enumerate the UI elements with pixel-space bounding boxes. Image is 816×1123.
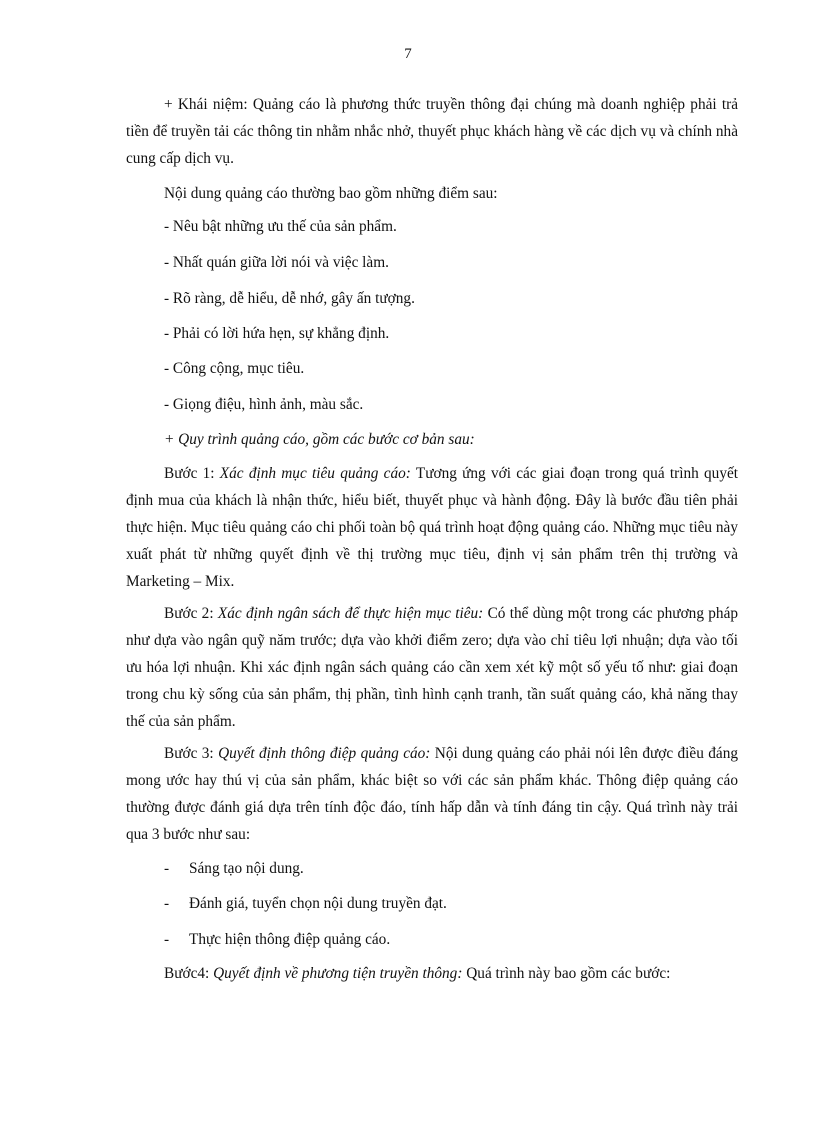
step-3-body: Nội dung quảng cáo phải nói lên được điều đáng mong ước hay thú vị của sản phẩm, khác biệt so với các sản phẩm khác. Thông điệp quảng cáo thường được đánh giá dựa trên tính độc đáo, tính hấp dẫn và tính đáng tin cậy. Quá trình này trải qua 3 bước như sau: [126, 745, 739, 843]
step-1-prefix: Bước 1: [164, 465, 220, 482]
step-3-title: Quyết định thông điệp quảng cáo: [218, 745, 431, 762]
sub-step-item [164, 859, 304, 879]
step-4-paragraph [164, 964, 670, 984]
bullet-item: - Công cộng, mục tiêu. [164, 360, 305, 377]
step-1-title: Xác định mục tiêu quảng cáo: [219, 465, 411, 482]
step-2-body: Có thể dùng một trong các phương pháp như dựa vào ngân quỹ năm trước; dựa vào khởi điểm zero; dựa vào chỉ tiêu lợi nhuận; dựa vào tối ưu hóa lợi nhuận. Khi xác định ngân sách quảng cáo cần xem xét kỹ một số yếu tố như: giai đoạn trong chu kỳ sống của sản phẩm, thị phần, tình hình cạnh tranh, tần suất quảng cáo, khả năng thay thế của sản phẩm. [126, 605, 739, 730]
step-4-prefix: Bước4: [164, 965, 214, 982]
step-2-paragraph [126, 600, 738, 735]
page-number: 7 [404, 46, 412, 62]
bullet-item: - Phải có lời hứa hẹn, sự khẳng định. [164, 325, 390, 342]
sub-step-text: Thực hiện thông điệp quảng cáo. [189, 931, 391, 948]
dash-mark: - [164, 931, 170, 948]
dash-mark: - [164, 895, 170, 912]
step-3-paragraph [126, 740, 738, 848]
sub-step-item [164, 930, 390, 950]
bullet-item: - Nêu bật những ưu thế của sản phẩm. [164, 218, 397, 235]
concept-paragraph: + Khái niệm: Quảng cáo là phương thức truyền thông đại chúng mà doanh nghiệp phải trả tiền để truyền tải các thông tin nhằm nhắc nhở, thuyết phục khách hàng về các dịch vụ và chính nhà cung cấp dịch vụ. [126, 96, 738, 167]
step-2-prefix: Bước 2: [164, 605, 218, 622]
bullet-item: - Nhất quán giữa lời nói và việc làm. [164, 254, 389, 271]
bullet-item: - Giọng điệu, hình ảnh, màu sắc. [164, 396, 364, 413]
dash-mark: - [164, 860, 170, 877]
sub-step-text: Đánh giá, tuyển chọn nội dung truyền đạt. [189, 895, 447, 912]
step-2-title: Xác định ngân sách để thực hiện mục tiêu: [217, 605, 484, 622]
step-1-paragraph [126, 460, 738, 595]
step-1-body: Tương ứng với các giai đoạn trong quá trình quyết định mua của khách là nhận thức, hiểu biết, thuyết phục và hành động. Đây là bước đầu tiên phải thực hiện. Mục tiêu quảng cáo chi phối toàn bộ quá trình hoạt động quảng cáo. Những mục tiêu này xuất phát từ những quyết định về thị trường mục tiêu, định vị sản phẩm trên thị trường và Marketing – Mix. [126, 465, 739, 590]
step-3-prefix: Bước 3: [164, 745, 219, 762]
sub-step-item [164, 894, 447, 914]
bullet-item: - Rõ ràng, dễ hiểu, dễ nhớ, gây ấn tượng. [164, 290, 415, 307]
step-4-body: Quá trình này bao gồm các bước: [462, 965, 671, 982]
intro-paragraph: Nội dung quảng cáo thường bao gồm những điểm sau: [164, 185, 498, 202]
step-4-title: Quyết định về phương tiện truyền thông: [213, 965, 463, 982]
process-heading: + Quy trình quảng cáo, gồm các bước cơ bản sau: [164, 431, 475, 448]
sub-step-text: Sáng tạo nội dung. [189, 860, 304, 877]
